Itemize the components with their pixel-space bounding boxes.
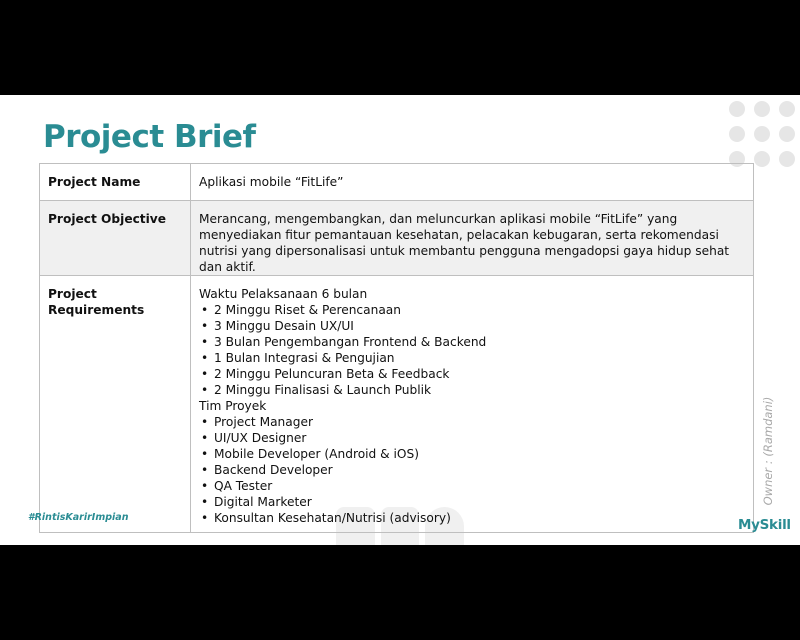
timeline-title: Waktu Pelaksanaan 6 bulan bbox=[199, 287, 368, 301]
table-row bbox=[40, 276, 754, 533]
list-item: • UI/UX Designer bbox=[199, 430, 745, 446]
row-value: Aplikasi mobile “FitLife” bbox=[191, 164, 754, 201]
row-label: Project Name bbox=[40, 164, 191, 201]
list-item: • Project Manager bbox=[199, 414, 745, 430]
owner-label: Owner : (Ramdani) bbox=[761, 396, 775, 506]
row-value: Merancang, mengembangkan, dan meluncurkan aplikasi mobile “FitLife” yang menyediakan fitur pemantauan kesehatan, pelacakan kebugaran, serta rekomendasi nutrisi yang dipersonalisasi untuk membantu pengguna mengadopsi gaya hidup sehat dan aktif. bbox=[191, 201, 754, 276]
list-item: • Digital Marketer bbox=[199, 494, 745, 510]
slide bbox=[0, 95, 800, 545]
list-item: • Backend Developer bbox=[199, 462, 745, 478]
list-item: • QA Tester bbox=[199, 478, 745, 494]
team-title: Tim Proyek bbox=[199, 399, 267, 413]
table-row bbox=[40, 164, 754, 201]
dot-pattern-decoration bbox=[729, 101, 799, 171]
row-label: Project Objective bbox=[40, 201, 191, 276]
page-title: Project Brief bbox=[43, 119, 256, 155]
hashtag-text: #RintisKarirImpian bbox=[28, 512, 129, 523]
row-label: Project Requirements bbox=[40, 276, 191, 533]
list-item: • 2 Minggu Peluncuran Beta & Feedback bbox=[199, 366, 745, 382]
table-row bbox=[40, 201, 754, 276]
timeline-list bbox=[199, 302, 745, 398]
list-item: • 1 Bulan Integrasi & Pengujian bbox=[199, 350, 745, 366]
list-item: • 3 Bulan Pengembangan Frontend & Backend bbox=[199, 334, 745, 350]
project-brief-table bbox=[39, 163, 754, 533]
list-item: • Mobile Developer (Android & iOS) bbox=[199, 446, 745, 462]
list-item: • Konsultan Kesehatan/Nutrisi (advisory) bbox=[199, 510, 745, 526]
list-item: • 2 Minggu Riset & Perencanaan bbox=[199, 302, 745, 318]
requirements-cell bbox=[191, 276, 754, 533]
list-item: • 2 Minggu Finalisasi & Launch Publik bbox=[199, 382, 745, 398]
myskill-logo: MySkill bbox=[738, 517, 791, 533]
list-item: • 3 Minggu Desain UX/UI bbox=[199, 318, 745, 334]
team-list bbox=[199, 414, 745, 526]
